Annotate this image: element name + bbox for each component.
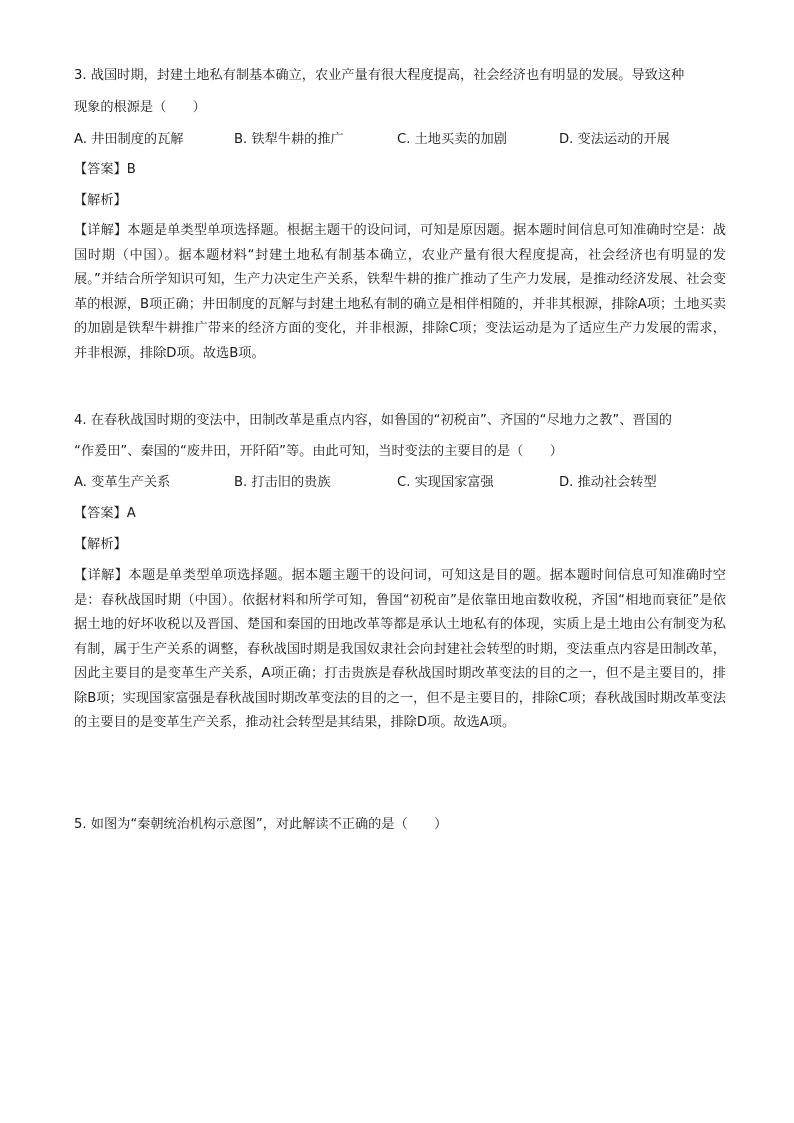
q4-stem-line2: “作爰田”、秦国的“废井田，开阡陌”等。由此可知，当时变法的主要目的是（ ）	[74, 444, 563, 459]
q3-detail: 【详解】本题是单类型单项选择题。根据主题干的设问词，可知是原因题。据本题时间信息可知准确时空是：战国时期（中国）。据本题材料“封建土地私有制基本确立，农业产量有很大程度提高，社会经济也有明显的发展。”并结合所学知识可知，生产力决定生产关系，铁犁牛耕的推广推动了生产力发展，是推动经济发展、社会变革的根源，B项正确；井田制度的瓦解与封建土地私有制的确立是相伴相随的，并非其根源，排除A项；土地买卖的加剧是铁犁牛耕推广带来的经济方面的变化，并非根源，排除C项；变法运动是为了适应生产力发展的需求，并非根源，排除D项。故选B项。	[74, 223, 726, 361]
q3-option-a: A. 井田制度的瓦解	[74, 132, 184, 147]
q3-option-b: B. 铁犁牛耕的推广	[234, 132, 344, 147]
q5-stem-line1: 5. 如图为“秦朝统治机构示意图”，对此解读不正确的是（ ）	[74, 817, 448, 832]
q3-option-c: C. 土地买卖的加剧	[397, 132, 507, 147]
q4-detail: 【详解】本题是单类型单项选择题。据本题主题干的设问词，可知这是目的题。据本题时间信息可知准确时空是：春秋战国时期（中国）。依据材料和所学可知，鲁国“初税亩”是依靠田地亩数收税，齐国“相地而衰征”是依据土地的好坏收税以及晋国、楚国和秦国的田地改革等都是承认土地私有的体现，实质上是土地由公有制变为私有制，属于生产关系的调整，春秋战国时期是我国奴隶社会向封建社会转型的时期，变法重点内容是田制改革，因此主要目的是变革生产关系，A项正确；打击贵族是春秋战国时期改革变法的目的之一，但不是主要目的，排除B项；实现国家富强是春秋战国时期改革变法的目的之一，但不是主要目的，排除C项；春秋战国时期改革变法的主要目的是变革生产关系，推动社会转型是其结果，排除D项。故选A项。	[74, 568, 726, 730]
q3-stem-line1: 3. 战国时期，封建土地私有制基本确立，农业产量有很大程度提高，社会经济也有明显的发展。导致这种	[74, 68, 685, 83]
q3-option-d: D. 变法运动的开展	[559, 132, 670, 147]
q4-stem-line1: 4. 在春秋战国时期的变法中，田制改革是重点内容，如鲁国的“初税亩”、齐国的“尽地力之教”、晋国的	[74, 413, 672, 428]
q4-option-d: D. 推动社会转型	[559, 475, 657, 490]
q4-option-b: B. 打击旧的贵族	[234, 475, 331, 490]
q4-analysis-label: 【解析】	[74, 537, 127, 552]
q3-stem-line2: 现象的根源是（ ）	[74, 100, 206, 115]
q4-answer: 【答案】A	[74, 506, 136, 521]
q3-analysis-label: 【解析】	[74, 193, 127, 208]
q3-answer: 【答案】B	[74, 162, 136, 177]
q4-option-a: A. 变革生产关系	[74, 475, 171, 490]
q4-option-c: C. 实现国家富强	[397, 475, 494, 490]
